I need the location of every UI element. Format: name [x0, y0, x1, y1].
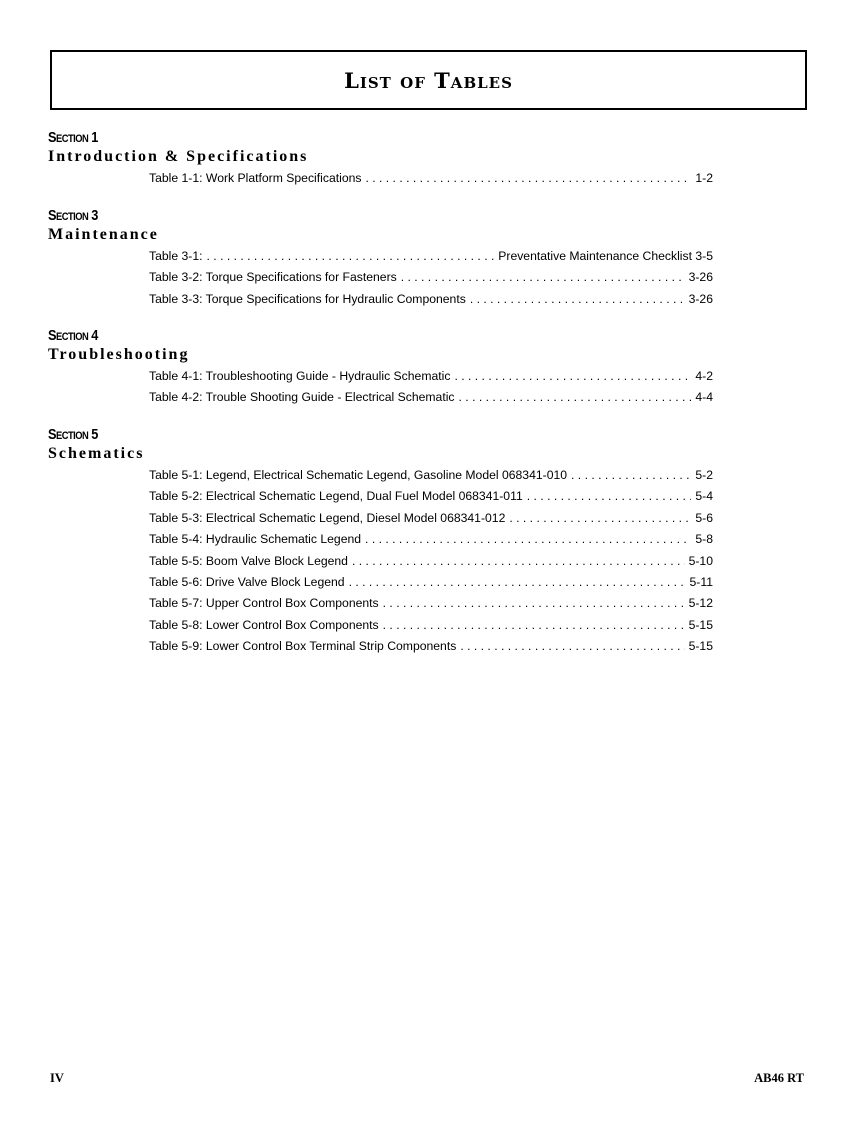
entry-page: 5-2: [695, 468, 713, 482]
section-4: [48, 327, 713, 409]
dot-leader: [509, 508, 691, 529]
entry-page: 5-4: [695, 489, 713, 504]
dot-leader: [401, 267, 685, 288]
entry-page: 3-26: [688, 291, 713, 306]
entry-page: 5-15: [688, 617, 713, 632]
section-3: [48, 207, 713, 310]
dot-leader: [352, 551, 685, 572]
dot-leader: [207, 246, 495, 267]
section-label: Section 1: [48, 129, 98, 146]
entry-page: 5-6: [695, 510, 713, 525]
entry-page: 1-2: [695, 171, 713, 185]
dot-leader: [460, 636, 684, 657]
dot-leader: [365, 529, 691, 550]
section-label: Section 3: [48, 207, 98, 224]
entry-title: Table 3-3: Torque Specifications for Hydraulic Components: [149, 291, 466, 306]
section-title: Troubleshooting: [48, 346, 190, 363]
table-list: [149, 366, 713, 409]
entry-title: Table 5-9: Lower Control Box Terminal Strip Components: [149, 639, 457, 654]
toc-entry[interactable]: [149, 465, 713, 486]
toc-entry[interactable]: [149, 267, 713, 288]
toc-entry[interactable]: [149, 508, 713, 529]
section-label: Section 4: [48, 327, 98, 344]
entry-title: Table 5-8: Lower Control Box Components: [149, 617, 379, 632]
dot-leader: [459, 387, 692, 408]
table-list: [149, 465, 713, 658]
toc-entry[interactable]: [149, 636, 713, 657]
entry-title: Table 1-1: Work Platform Specifications: [149, 171, 362, 185]
toc-entry[interactable]: [149, 366, 713, 387]
section-5: [48, 426, 713, 658]
entry-page: 4-2: [695, 369, 713, 383]
entry-title: Table 5-6: Drive Valve Block Legend: [149, 574, 345, 589]
toc-entry[interactable]: [149, 551, 713, 572]
entry-title: Table 5-5: Boom Valve Block Legend: [149, 553, 348, 568]
entry-page: 4-4: [695, 390, 713, 405]
entry-page: Preventative Maintenance Checklist 3-5: [498, 249, 713, 263]
toc-entry[interactable]: [149, 593, 713, 614]
dot-leader: [470, 289, 685, 310]
entry-title: Table 5-7: Upper Control Box Components: [149, 596, 379, 611]
toc-entry[interactable]: [149, 486, 713, 507]
section-title: Maintenance: [48, 226, 159, 243]
section-label: Section 5: [48, 426, 98, 443]
dot-leader: [383, 615, 685, 636]
entry-title: Table 4-1: Troubleshooting Guide - Hydraulic Schematic: [149, 369, 451, 383]
dot-leader: [571, 465, 691, 486]
toc-entry[interactable]: [149, 387, 713, 408]
dot-leader: [454, 366, 691, 387]
entry-title: Table 5-4: Hydraulic Schematic Legend: [149, 532, 362, 547]
toc-entry[interactable]: [149, 572, 713, 593]
toc-entry[interactable]: [149, 246, 713, 267]
footer-page-number: IV: [50, 1071, 64, 1085]
table-list: [149, 246, 713, 310]
dot-leader: [349, 572, 686, 593]
entry-page: 3-26: [688, 270, 713, 285]
entry-title: Table 5-2: Electrical Schematic Legend, Dual Fuel Model 068341-011: [149, 489, 523, 504]
table-list: [149, 168, 713, 189]
toc-entry[interactable]: [149, 529, 713, 550]
section-title: Schematics: [48, 445, 145, 462]
footer-model: AB46 RT: [754, 1071, 804, 1085]
entry-title: Table 3-1:: [149, 249, 203, 263]
entry-title: Table 4-2: Trouble Shooting Guide - Electrical Schematic: [149, 390, 455, 405]
section-1: [48, 129, 713, 189]
entry-page: 5-15: [688, 639, 713, 654]
section-title: Introduction & Specifications: [48, 148, 309, 165]
entry-page: 5-12: [688, 596, 713, 611]
dot-leader: [527, 486, 692, 507]
entry-title: Table 5-1: Legend, Electrical Schematic Legend, Gasoline Model 068341-010: [149, 468, 568, 482]
entry-title: Table 3-2: Torque Specifications for Fasteners: [149, 270, 397, 285]
toc-entry[interactable]: [149, 168, 713, 189]
page-title: List of Tables: [50, 50, 807, 110]
dot-leader: [383, 593, 685, 614]
toc-entry[interactable]: [149, 289, 713, 310]
dot-leader: [365, 168, 691, 189]
toc-entry[interactable]: [149, 615, 713, 636]
entry-title: Table 5-3: Electrical Schematic Legend, Diesel Model 068341-012: [149, 510, 506, 525]
entry-page: 5-11: [689, 574, 713, 589]
entry-page: 5-8: [695, 532, 713, 547]
entry-page: 5-10: [688, 553, 713, 568]
